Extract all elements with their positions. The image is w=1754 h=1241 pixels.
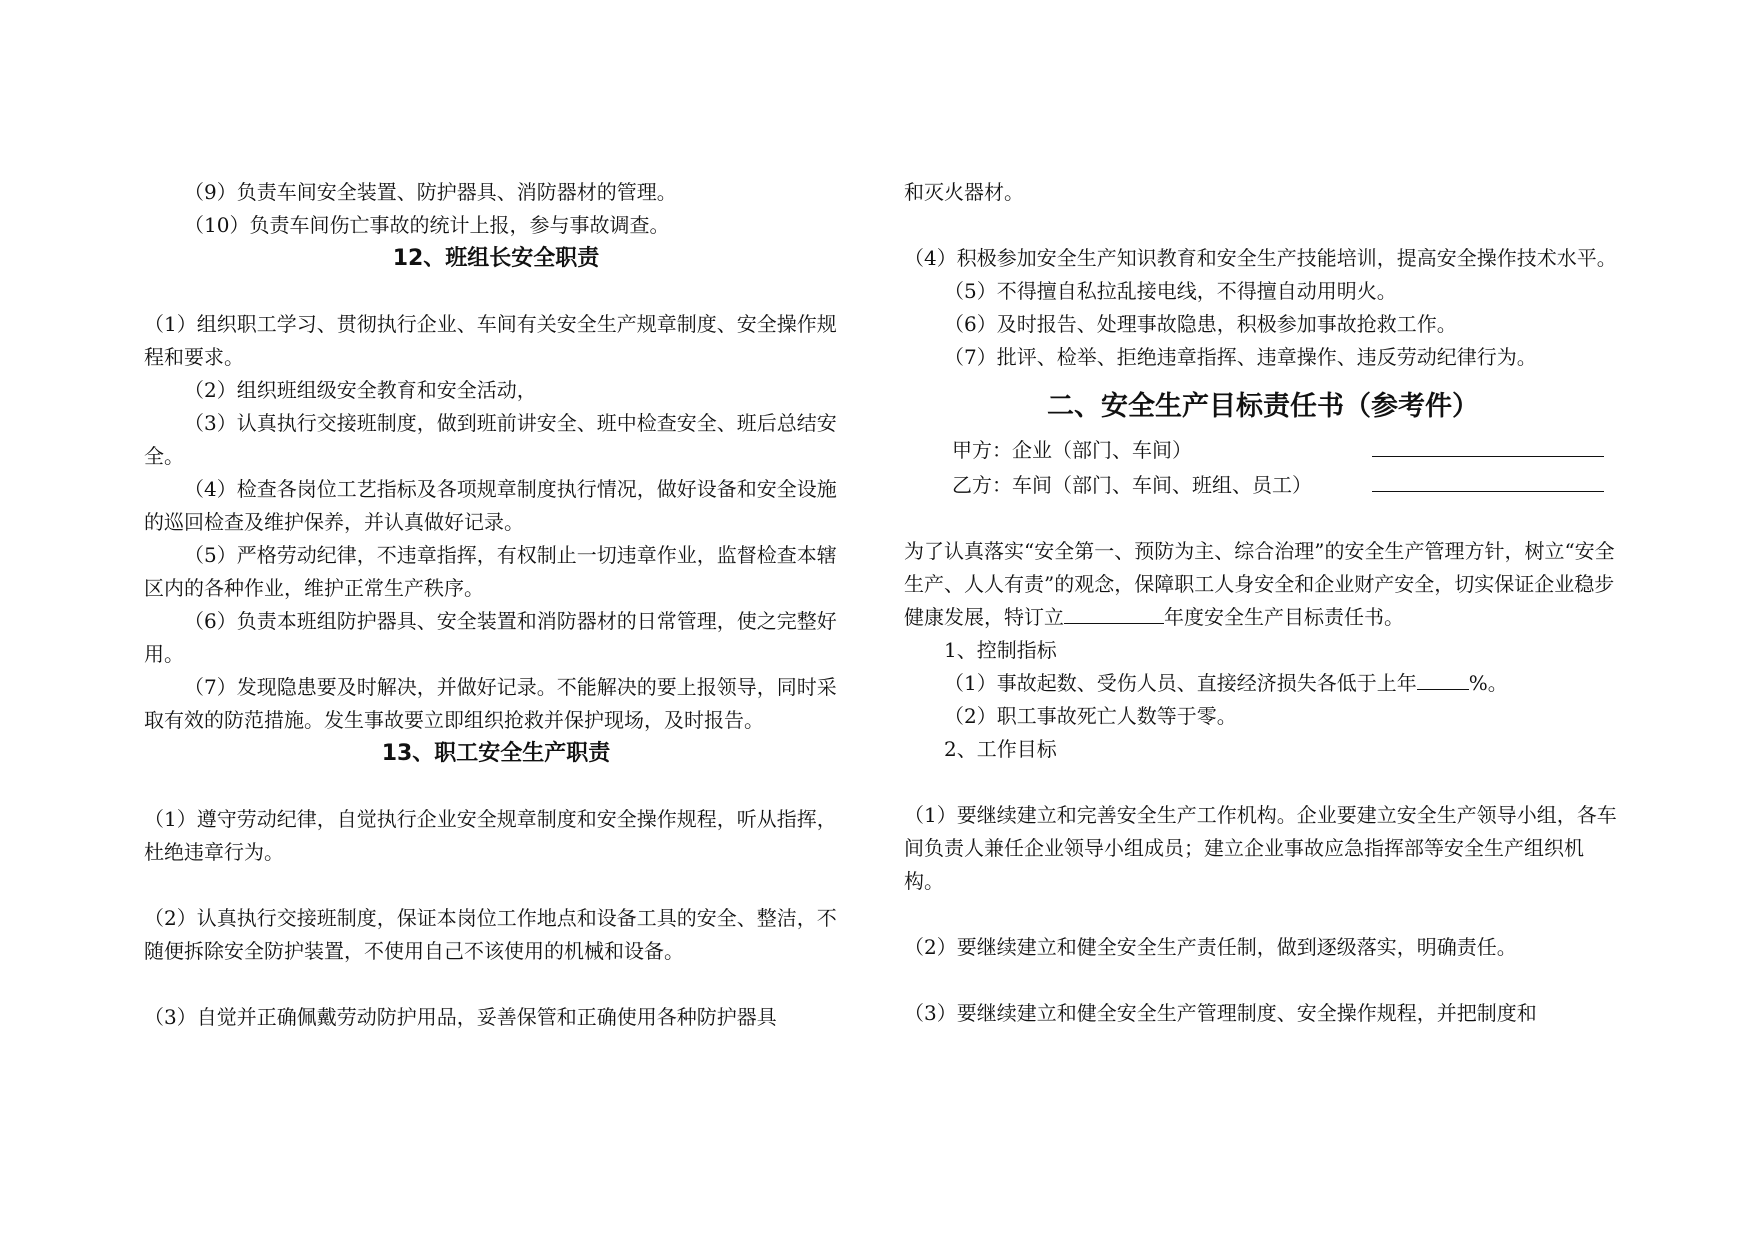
- worker-duty-1: （1）遵守劳动纪律，自觉执行企业安全规章制度和安全操作规程，听从指挥，杜绝违章行为。: [144, 807, 837, 864]
- party-b-signature-line: [1372, 467, 1604, 492]
- team-leader-duty-3: （3）认真执行交接班制度，做到班前讲安全、班中检查安全、班后总结安全。: [144, 411, 837, 468]
- percent-blank: [1417, 667, 1469, 690]
- team-leader-duty-4: （4）检查各岗位工艺指标及各项规章制度执行情况，做好设备和安全设施的巡回检查及维护保养，并认真做好记录。: [144, 477, 837, 534]
- intro-text-end: 年度安全生产目标责任书。: [1164, 605, 1404, 629]
- control-indicator-2: （2）职工事故死亡人数等于零。: [944, 704, 1237, 728]
- year-blank: [1064, 601, 1164, 624]
- worker-duty-6: （6）及时报告、处理事故隐患，积极参加事故抢救工作。: [944, 312, 1457, 336]
- work-goal-3: （3）要继续建立和健全安全生产管理制度、安全操作规程，并把制度和: [904, 1001, 1537, 1025]
- party-a-signature-line: [1372, 432, 1604, 457]
- worker-duty-2: （2）认真执行交接班制度，保证本岗位工作地点和设备工具的安全、整洁，不随便拆除安全防护装置，不使用自己不该使用的机械和设备。: [144, 906, 837, 963]
- team-leader-duty-2: （2）组织班组级安全教育和安全活动，: [184, 378, 537, 402]
- section-heading-13: 13、职工安全生产职责: [381, 741, 611, 766]
- worker-duty-4: （4）积极参加安全生产知识教育和安全生产技能培训，提高安全操作技术水平。: [904, 246, 1617, 270]
- work-goal-2: （2）要继续建立和健全安全生产责任制，做到逐级落实，明确责任。: [904, 935, 1517, 959]
- worker-duty-5: （5）不得擅自私拉乱接电线，不得擅自动用明火。: [944, 279, 1397, 303]
- team-leader-duty-6: （6）负责本班组防护器具、安全装置和消防器材的日常管理，使之完整好用。: [144, 609, 837, 666]
- control-indicators-heading: 1、控制指标: [944, 638, 1057, 662]
- right-column: [904, 176, 1622, 1030]
- party-a-label: 甲方：企业（部门、车间）: [952, 438, 1192, 462]
- control-indicator-1-text: （1）事故起数、受伤人员、直接经济损失各低于上年: [944, 671, 1417, 695]
- work-goals-heading: 2、工作目标: [944, 737, 1057, 761]
- worker-duty-3: （3）自觉并正确佩戴劳动防护用品，妥善保管和正确使用各种防护器具: [144, 1005, 777, 1029]
- team-leader-duty-1: （1）组织职工学习、贯彻执行企业、车间有关安全生产规章制度、安全操作规程和要求。: [144, 312, 837, 369]
- team-leader-duty-5: （5）严格劳动纪律，不违章指挥，有权制止一切违章作业，监督检查本辖区内的各种作业，维护正常生产秩序。: [144, 543, 837, 600]
- duty-item-10: （10）负责车间伤亡事故的统计上报，参与事故调查。: [184, 213, 670, 237]
- party-b-label: 乙方：车间（部门、车间、班组、员工）: [952, 473, 1312, 497]
- document-heading: 二、安全生产目标责任书（参考件）: [1047, 391, 1479, 422]
- section-heading-12: 12、班组长安全职责: [392, 246, 600, 271]
- worker-duty-3-continued: 和灭火器材。: [904, 180, 1024, 204]
- team-leader-duty-7: （7）发现隐患要及时解决，并做好记录。不能解决的要上报领导，同时采取有效的防范措施。发生事故要立即组织抢救并保护现场，及时报告。: [144, 675, 837, 732]
- intro-paragraph: [904, 535, 1622, 634]
- left-column: [144, 176, 848, 1034]
- worker-duty-7: （7）批评、检举、拒绝违章指挥、违章操作、违反劳动纪律行为。: [944, 345, 1537, 369]
- percent-sign: %。: [1468, 671, 1508, 695]
- control-indicator-1: [904, 667, 1622, 700]
- work-goal-1: （1）要继续建立和完善安全生产工作机构。企业要建立安全生产领导小组，各车间负责人兼任企业领导小组成员；建立企业事故应急指挥部等安全生产组织机构。: [904, 803, 1617, 893]
- intro-text: 为了认真落实“安全第一、预防为主、综合治理”的安全生产管理方针，树立“安全生产、人人有责”的观念，保障职工人身安全和企业财产安全，切实保证企业稳步健康发展，特订立: [904, 539, 1615, 629]
- party-b-row: [904, 467, 1622, 502]
- duty-item-9: （9）负责车间安全装置、防护器具、消防器材的管理。: [184, 180, 677, 204]
- party-a-row: [904, 432, 1622, 467]
